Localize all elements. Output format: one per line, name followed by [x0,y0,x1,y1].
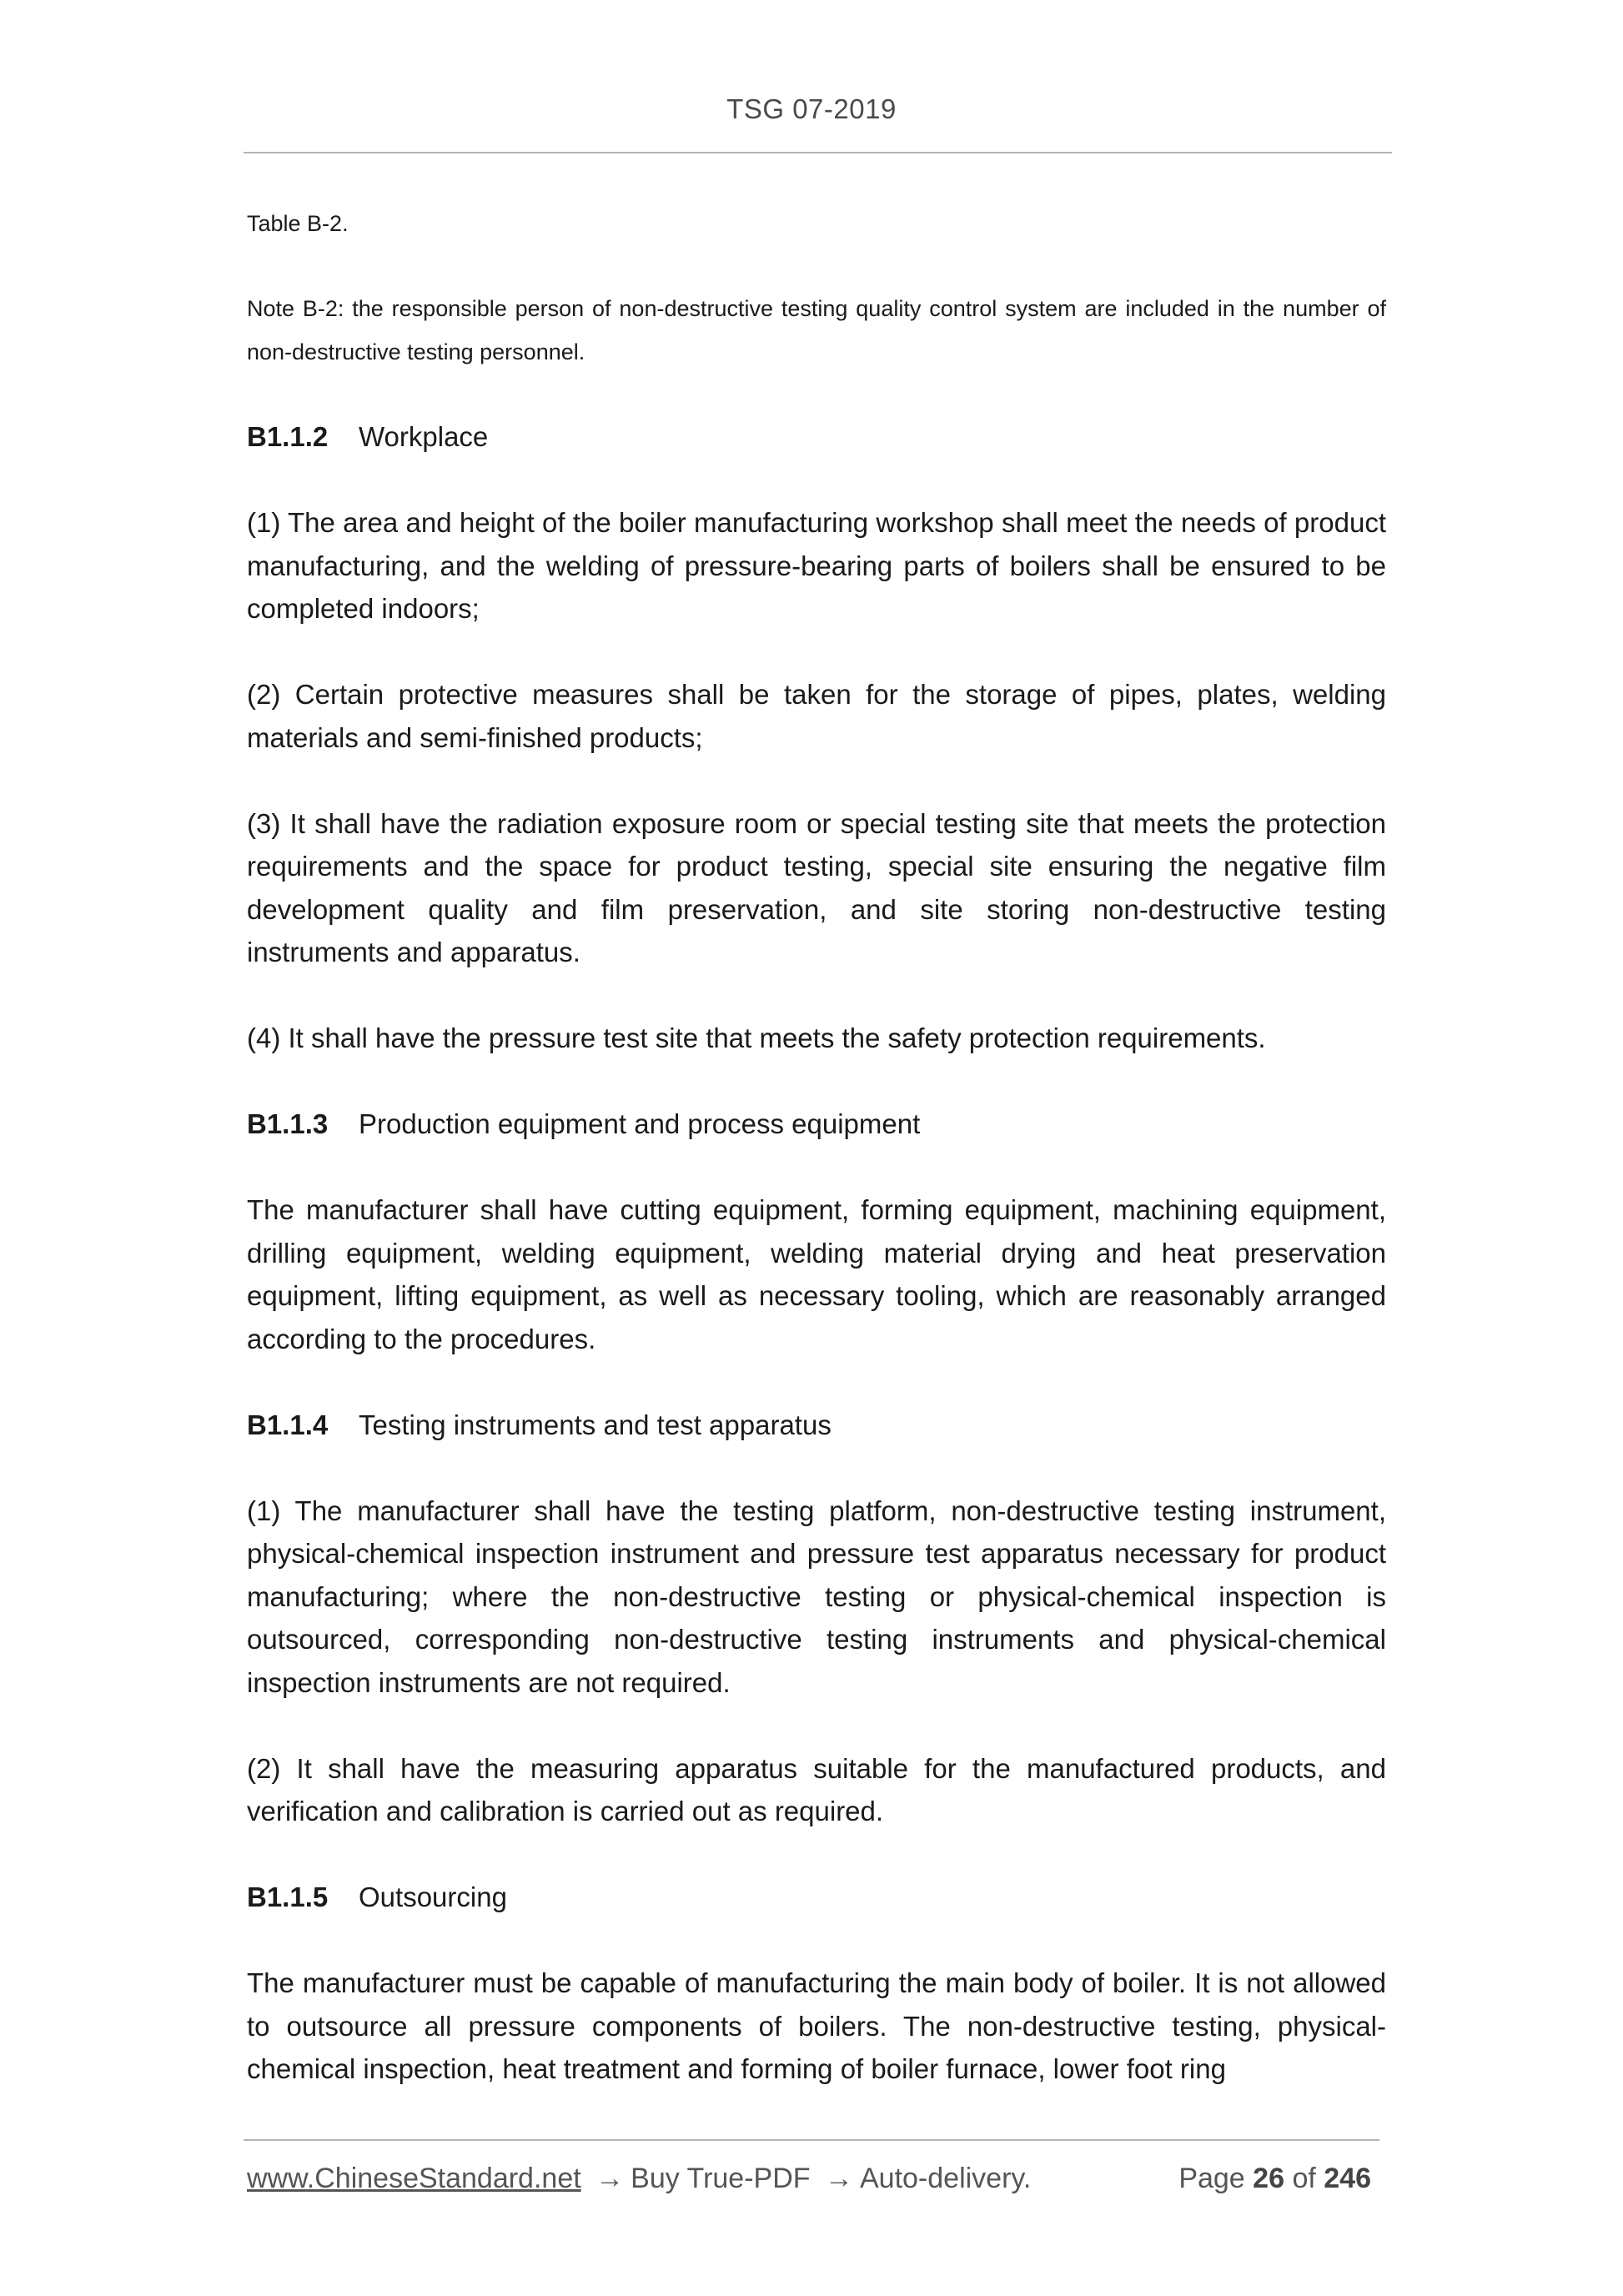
section-paragraph: (2) Certain protective measures shall be taken for the storage of pipes, plates, welding materials and semi-finished products; [247,679,1386,753]
current-page: 26 [1253,2163,1284,2194]
page-label: Page [1178,2163,1245,2194]
section-number: B1.1.5 [247,1882,329,1912]
section-paragraph: The manufacturer must be capable of manufacturing the main body of boiler. It is not allowed to outsource all pressure components of boilers. The non-destructive testing, physical-chemical inspection, heat treatment and forming of boiler furnace, lower foot ring [247,1967,1386,2084]
spacer [247,1833,1386,1876]
page-header-title: TSG 07-2019 [726,93,897,124]
section-number: B1.1.4 [247,1409,329,1440]
site-link[interactable]: www.ChineseStandard.net [247,2163,581,2194]
spacer [247,1146,1386,1189]
section-paragraph: (2) It shall have the measuring apparatus suitable for the manufactured products, and verification and calibration is carried out as required. [247,1752,1386,1826]
page-footer [247,2160,1381,2197]
section-paragraph: (1) The manufacturer shall have the testing platform, non-destructive testing instrument, physical-chemical inspection instrument and pressure test apparatus necessary for product manufacturing; where the non-destructive testing or physical-chemical inspection is outsourced, corresponding non-destructive testing instruments and physical-chemical inspection instruments are not required. [247,1495,1386,1698]
section-paragraph: (4) It shall have the pressure test site that meets the safety protection requirements. [247,1022,1266,1053]
spacer [247,631,1386,674]
note-text: Note B-2: the responsible person of non-destructive testing quality control system are included in the number of non-destructive testing personnel. [247,296,1386,364]
page-indicator [1178,2160,1371,2197]
spacer [247,459,1386,502]
section-heading [247,1876,1386,1919]
table-reference: Table B-2. [247,211,349,236]
spacer [247,245,1386,287]
spacer [247,1446,1386,1490]
spacer [247,974,1386,1017]
section-title: Production equipment and process equipment [359,1108,921,1139]
buy-pdf-link[interactable]: Buy True-PDF [631,2163,811,2194]
section-heading [247,415,1386,459]
spacer [247,1360,1386,1404]
section-paragraph: (1) The area and height of the boiler manufacturing workshop shall meet the needs of product manufacturing, and the welding of pressure-bearing parts of boilers shall be ensured to be completed indoors; [247,507,1386,624]
spacer [247,1919,1386,1962]
spacer [247,759,1386,802]
arrow-right-icon: → [824,2163,853,2194]
arrow-right-icon: → [595,2163,625,2194]
section-number: B1.1.3 [247,1108,329,1139]
delivery-text: Auto-delivery. [859,2163,1032,2194]
section-heading [247,1103,1386,1146]
spacer [247,374,1386,415]
of-label: of [1292,2163,1316,2194]
section-number: B1.1.2 [247,421,329,452]
section-paragraph: (3) It shall have the radiation exposure room or special testing site that meets the protection requirements and the space for product testing, special site ensuring the negative film development quality and film preservation, and site storing non-destructive testing instruments and apparatus. [247,807,1386,967]
spacer [247,1704,1386,1747]
total-pages: 246 [1324,2163,1371,2194]
section-title: Outsourcing [359,1882,507,1912]
header-divider [244,152,1392,153]
page-content [247,202,1386,2091]
section-title: Testing instruments and test apparatus [359,1409,832,1440]
section-paragraph: The manufacturer shall have cutting equipment, forming equipment, machining equipment, drilling equipment, welding equipment, welding material drying and heat preservation equipment, lifting equipment, as well as necessary tooling, which are reasonably arranged according to the procedures. [247,1194,1386,1354]
footer-divider [244,2139,1379,2141]
section-title: Workplace [359,421,489,452]
section-heading [247,1404,1386,1447]
spacer [247,1060,1386,1103]
